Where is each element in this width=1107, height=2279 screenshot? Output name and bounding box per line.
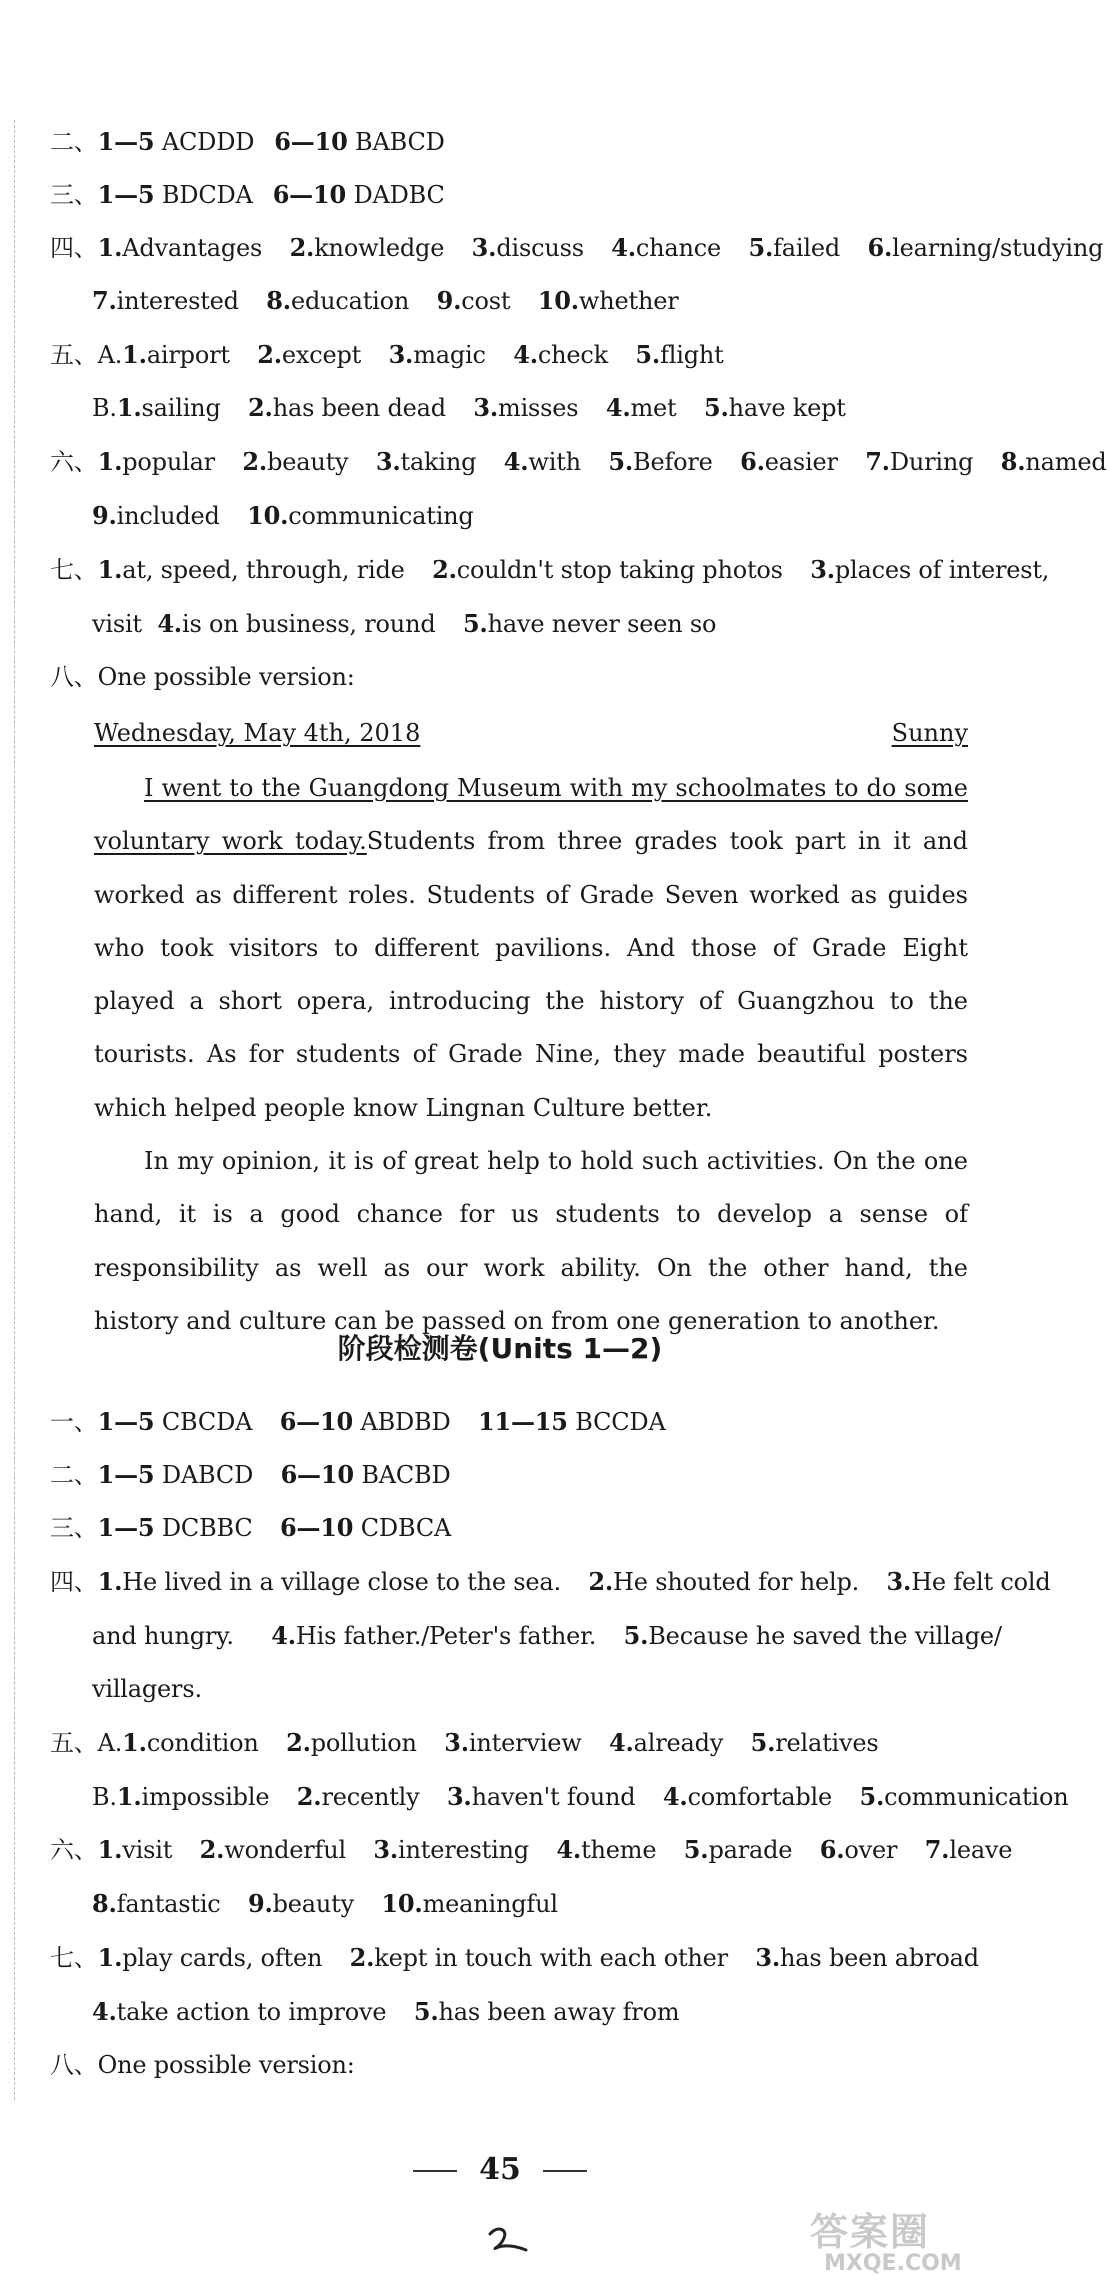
essay-paragraph-1: I went to the Guangdong Museum with my schoolmates to do some voluntary work today.Students from three grades took part in it and worked as different roles. Students of Grade Seven worked as guides who took visitors to different pavilions. And those of Grade Eight played a short opera, introducing the history of Guangzhou to the tourists. As for students of Grade Nine, they made beautiful posters which helped people know Lingnan Culture better. — [94, 774, 968, 1122]
p2-answer-line-5a: 五、A.1.condition 2.pollution 3.interview 4.already 5.relatives — [50, 1728, 879, 1757]
p2-answer-line-2: 二、1—5 DABCD 6—10 BACBD — [50, 1460, 451, 1489]
answer-line-4-cont: 7.interested 8.education 9.cost 10.whether — [92, 286, 679, 315]
answer-line-7-cont: visit 4.is on business, round 5.have never seen so — [92, 609, 717, 638]
section-title: 阶段检测卷(Units 1—2) — [337, 1332, 663, 1365]
p2-answer-line-4-cont: and hungry. 4.His father./Peter's father. 5.Because he saved the village/ — [92, 1621, 1002, 1650]
answer-line-5a: 五、A.1.airport 2.except 3.magic 4.check 5.flight — [50, 340, 724, 369]
p2-answer-line-3: 三、1—5 DCBBC 6—10 CDBCA — [50, 1513, 452, 1542]
p2-answer-line-6-cont: 8.fantastic 9.beauty 10.meaningful — [92, 1889, 558, 1918]
p2-answer-line-1: 一、1—5 CBCDA 6—10 ABDBD 11—15 BCCDA — [50, 1407, 666, 1436]
p2-answer-line-7: 七、1.play cards, often 2.kept in touch with each other 3.has been abroad — [50, 1943, 979, 1972]
diary-header — [94, 716, 968, 750]
essay-paragraph-2: In my opinion, it is of great help to hold such activities. On the one hand, it is a good chance for us students to develop a sense of responsibility as well as our work ability. On the other hand, the history and culture can be passed on from one generation to another. — [94, 1147, 968, 1335]
answer-line-6: 六、1.popular 2.beauty 3.taking 4.with 5.Before 6.easier 7.During 8.named — [50, 447, 1107, 476]
answer-line-5b: B.1.sailing 2.has been dead 3.misses 4.met 5.have kept — [92, 393, 846, 422]
p2-answer-line-5b: B.1.impossible 2.recently 3.haven't found 4.comfortable 5.communication — [92, 1782, 1069, 1811]
p2-answer-line-6: 六、1.visit 2.wonderful 3.interesting 4.theme 5.parade 6.over 7.leave — [50, 1835, 1013, 1864]
answer-line-8: 八、One possible version: — [50, 663, 355, 691]
diary-weather: Sunny — [891, 719, 968, 747]
answer-line-7: 七、1.at, speed, through, ride 2.couldn't stop taking photos 3.places of interest, — [50, 555, 1050, 584]
binding-margin-line — [14, 120, 15, 2100]
p2-answer-line-4: 四、1.He lived in a village close to the sea. 2.He shouted for help. 3.He felt cold — [50, 1567, 1051, 1596]
answer-line-2: 二、1—5 ACDDD 6—10 BABCD — [50, 127, 445, 156]
p2-answer-line-4-cont2: villagers. — [92, 1675, 202, 1703]
site-watermark: 答案圈 MXQE.COM — [810, 2210, 962, 2276]
answer-line-3: 三、1—5 BDCDA 6—10 DADBC — [50, 180, 445, 209]
page-number: 45 — [0, 2150, 1000, 2190]
sample-essay — [94, 762, 968, 1348]
p2-answer-line-8: 八、One possible version: — [50, 2051, 355, 2079]
p2-answer-line-7-cont: 4.take action to improve 5.has been away from — [92, 1997, 680, 2026]
diary-date: Wednesday, May 4th, 2018 — [94, 719, 421, 747]
handwritten-mark-icon — [486, 2224, 530, 2254]
answer-line-4: 四、1.Advantages 2.knowledge 3.discuss 4.chance 5.failed 6.learning/studying — [50, 233, 1104, 262]
answer-line-6-cont: 9.included 10.communicating — [92, 501, 474, 530]
